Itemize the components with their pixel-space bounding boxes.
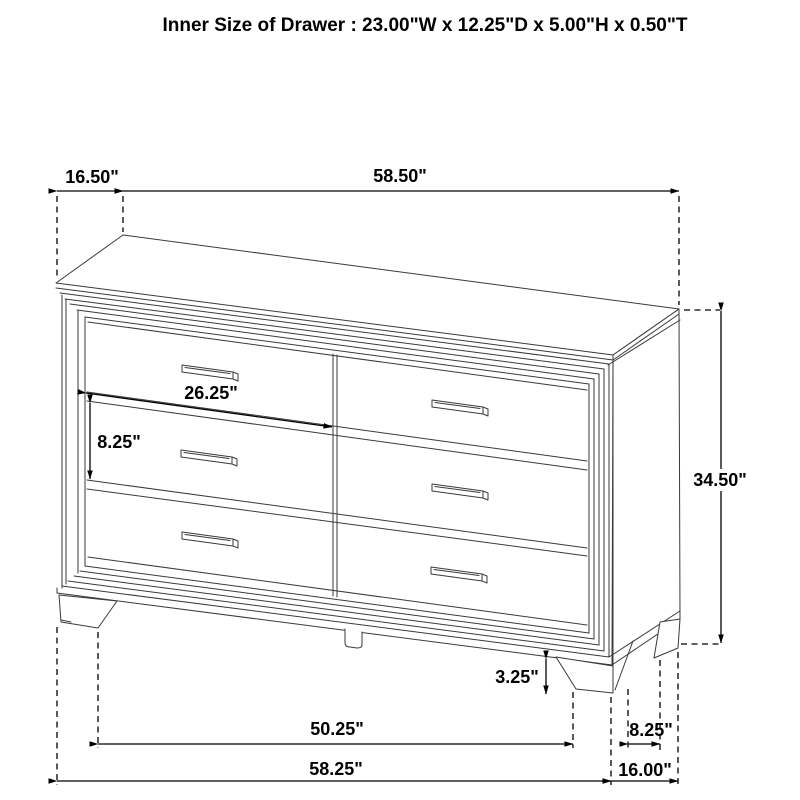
dim-leg-span-label: 50.25" [310,719,364,739]
dim-top-depth-label: 16.50" [65,167,119,187]
dresser-body [56,235,680,693]
dim-back-foot-depth-label: 8.25" [629,720,673,740]
dim-leg-height-label: 3.25" [495,667,539,687]
dim-bottom-depth-label: 16.00" [618,760,672,780]
front-left-leg [59,595,117,628]
dim-drawer-width-label: 26.25" [184,383,238,403]
dim-drawer-height-label: 8.25" [97,432,141,452]
center-foot [345,629,362,648]
diagram-title: Inner Size of Drawer : 23.00"W x 12.25"D x 5.00"H x 0.50"T [162,15,688,36]
dim-overall-height-label: 34.50" [690,469,750,491]
side-face [608,309,680,665]
dim-top-width-label: 58.50" [373,166,427,186]
dim-bottom-width-label: 58.25" [309,759,363,779]
